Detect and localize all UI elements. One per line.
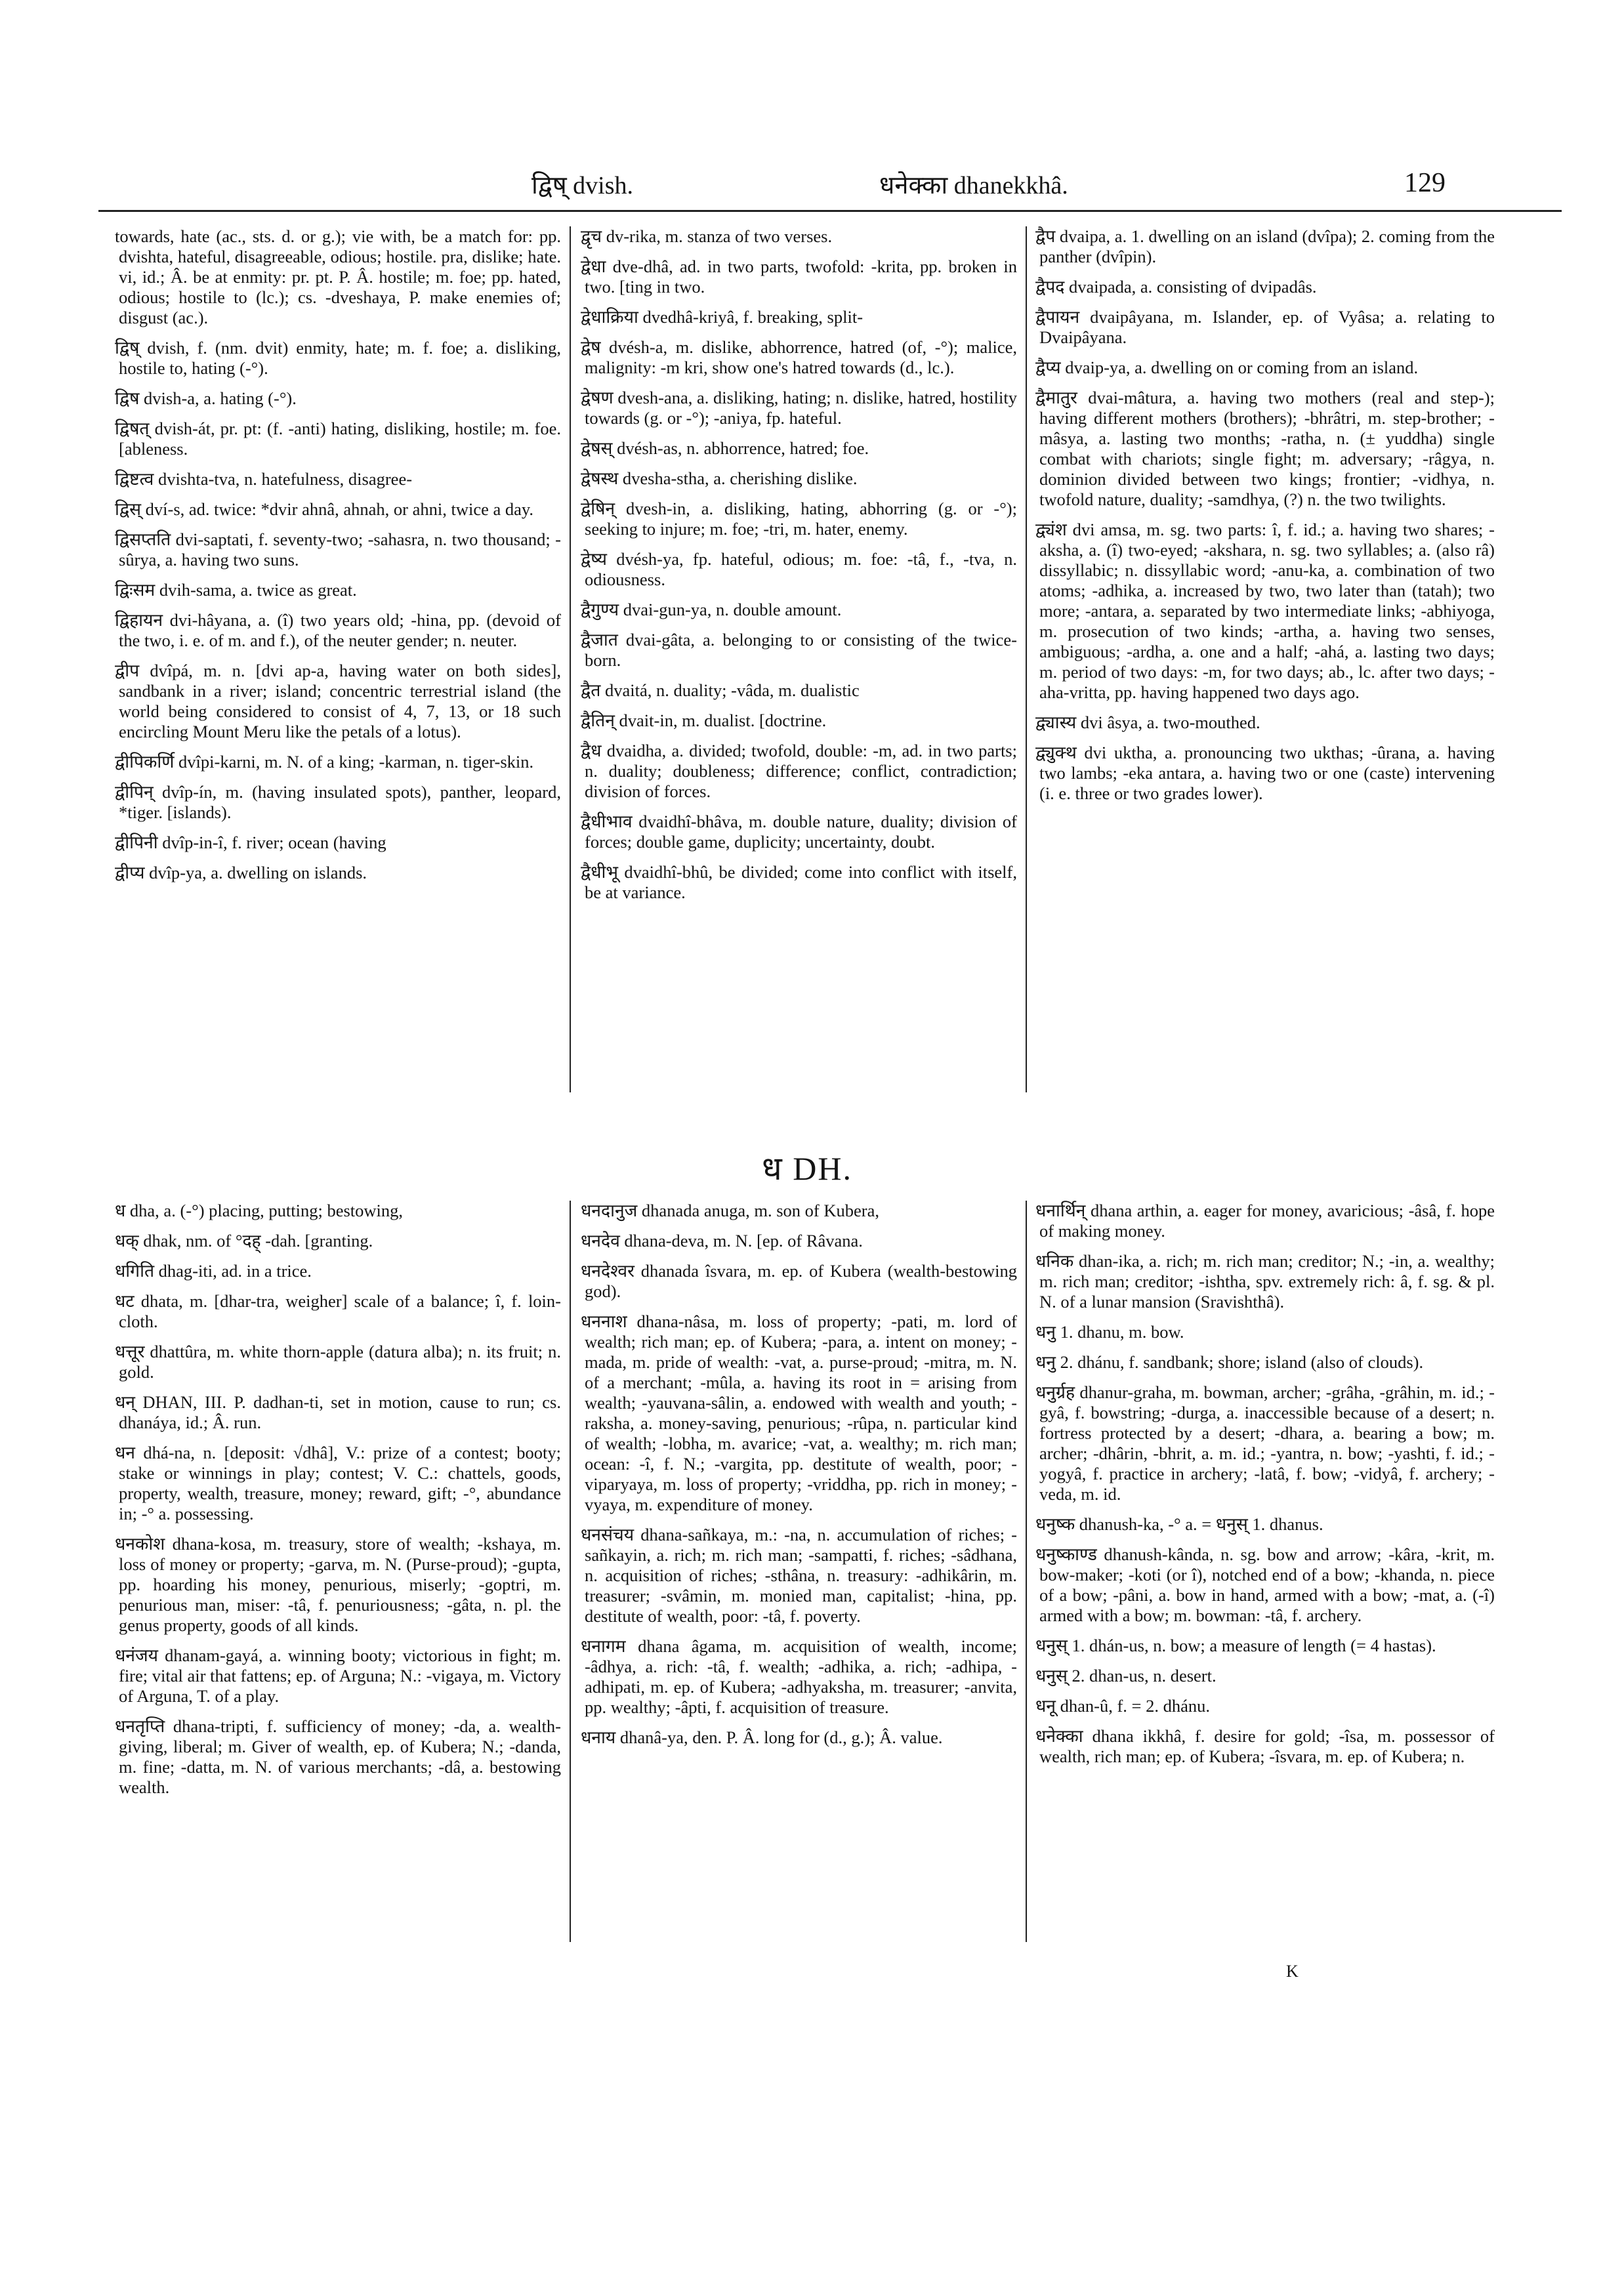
bottom-column-1 bbox=[115, 1201, 561, 1962]
column-divider bbox=[570, 1201, 571, 1942]
entry: द्व्यंश dvi amsa, m. sg. two parts: î, f. id.; a. having two shares; -aksha, a. (î) two-eyed; -akshara, n. sg. two syllables; a. (also râ) dissyllabic; n. dissyllabic word; -anu-ka, a. combination of two atoms; -adhika, a. increased by two, two later than (tatah); two more; -antara, a. separated by two intermediate links; -abhiyoga, m. prosecution of two kinds; -artha, a. having two senses, ambiguous; -ardha, a. one and a half; -ahá, a. lasting two days; m. period of two days: -m, for two days; ab., lc. after two days; -aha-vritta, pp. having happened two days ago. bbox=[1035, 520, 1495, 702]
entry: द्वैगुण्य dvai-gun-ya, n. double amount. bbox=[581, 600, 842, 619]
entry: द्विःसम dvih-sama, a. twice as great. bbox=[115, 580, 357, 600]
column-divider bbox=[570, 226, 571, 1092]
entry: द्वेधा dve-dhâ, ad. in two parts, twofold: -krita, pp. broken in two. [ting in two. bbox=[581, 257, 1017, 297]
entry: धत्तूर dhattûra, m. white thorn-apple (datura alba); n. its fruit; n. gold. bbox=[115, 1342, 561, 1382]
entry: धनदानुज dhanada anuga, m. son of Kubera, bbox=[581, 1201, 879, 1220]
entry: द्व्युक्थ dvi uktha, a. pronouncing two ukthas; -ûrana, a. having two lambs; -eka antara, a. having two or one (caste) intervening (i. e. three or two grades lower). bbox=[1035, 743, 1495, 803]
bottom-column-2 bbox=[581, 1201, 1017, 1962]
entry: धनतृप्ति dhana-tripti, f. sufficiency of money; -da, a. wealth-giving, liberal; m. Giver of wealth, ep. of Kubera; N.; -danda, m. fine; -datta, m. N. of various merchants; -dâ, a. bestowing wealth. bbox=[115, 1716, 561, 1797]
section-heading: ध DH. bbox=[762, 1150, 852, 1187]
entry: द्वैपायन dvaipâyana, m. Islander, ep. of Vyâsa; a. relating to Dvaipâyana. bbox=[1035, 307, 1495, 347]
entry: द्वैत dvaitá, n. duality; -vâda, m. dualistic bbox=[581, 680, 860, 700]
entry: द्विष्टत्व dvishta-tva, n. hatefulness, disagree- bbox=[115, 469, 413, 489]
entry: द्वैधीभू dvaidhî-bhû, be divided; come into conflict with itself, be at variance. bbox=[581, 862, 1017, 902]
entry: द्विष् dvish, f. (nm. dvit) enmity, hate; m. f. foe; a. disliking, hostile to, hating (-°). bbox=[115, 338, 561, 378]
entry: द्वैमातुर dvai-mâtura, a. having two mothers (real and step-); having different mothers (brothers); -bhrâtri, m. step-brother; -mâsya, a. lasting two months; -ratha, n. (± yuddha) single combat with chariots; single fight; m. adversary; -râgya, n. dominion divided between two kings; frontier; -vidhya, n. twofold nature, duality; -samdhya, (?) n. the two twilights. bbox=[1035, 388, 1495, 509]
entry: द्वैप dvaipa, a. 1. dwelling on an island (dvîpa); 2. coming from the panther (dvîpin). bbox=[1035, 226, 1495, 266]
entry: धननाश dhana-nâsa, m. loss of property; -pati, m. lord of wealth; rich man; ep. of Kubera; -para, a. intent on money; -mada, m. pride of wealth: -vat, a. purse-proud; -mitra, m. N. of a merchant; -mûla, a. having its root in = arising from wealth; -yauvana-sâlin, a. endowed with wealth and youth; -raksha, a. money-saving, penurious; -rûpa, n. particular kind of wealth; -lobha, m. avarice; -vat, a. wealthy; m. rich man; ocean: -î, f. N.; -vargita, pp. destitute of wealth, poor; -viparyaya, m. loss of property; -vriddha, pp. rich in money; -vyaya, m. expenditure of money. bbox=[581, 1312, 1017, 1514]
running-header bbox=[0, 167, 1624, 207]
entry: धन् DHAN, III. P. dadhan-ti, set in motion, cause to run; cs. dhanáya, id.; Â. run. bbox=[115, 1392, 561, 1432]
entry: द्व्यास्य dvi âsya, a. two-mouthed. bbox=[1035, 713, 1260, 732]
entry: द्विसप्तति dvi-saptati, f. seventy-two; -sahasra, n. two thousand; -sûrya, a. having two suns. bbox=[115, 529, 561, 569]
entry: द्विषत् dvish-át, pr. pt: (f. -anti) hating, disliking, hostile; m. foe. [ableness. bbox=[115, 419, 561, 459]
entry: द्वेष dvésh-a, m. dislike, abhorrence, hatred (of, -°); malice, malignity: -m kri, show one's hatred towards (d., lc.). bbox=[581, 337, 1017, 377]
top-column-1 bbox=[115, 226, 561, 1092]
entry: धनदेव dhana-deva, m. N. [ep. of Râvana. bbox=[581, 1231, 863, 1251]
column-divider bbox=[1026, 1201, 1027, 1942]
entry: द्वृच dv-rika, m. stanza of two verses. bbox=[581, 226, 833, 246]
entry: द्वैजात dvai-gâta, a. belonging to or consisting of the twice-born. bbox=[581, 630, 1017, 670]
entry: द्विस् dví-s, ad. twice: *dvir ahnâ, ahnah, or ahni, twice a day. bbox=[115, 499, 534, 519]
entry: द्वेष्य dvésh-ya, fp. hateful, odious; m. foe: -tâ, f., -tva, n. odiousness. bbox=[581, 549, 1017, 589]
entry: धनुस् 2. dhan-us, n. desert. bbox=[1035, 1666, 1217, 1685]
entry: द्वेषण dvesh-ana, a. disliking, hating; n. dislike, hatred, hostility towards (g. or -°); -aniya, fp. hateful. bbox=[581, 388, 1017, 428]
entry: धनेक्का dhana ikkhâ, f. desire for gold; -îsa, m. possessor of wealth, rich man; ep. of Kubera; -îsvara, m. ep. of Kubera; n. bbox=[1035, 1726, 1495, 1766]
entry: द्वेधाक्रिया dvedhâ-kriyâ, f. breaking, split- bbox=[581, 307, 864, 327]
entry: धक् dhak, nm. of °दह् -dah. [granting. bbox=[115, 1231, 373, 1251]
entry: धनुष्काण्ड dhanush-kânda, n. sg. bow and arrow; -kâra, -krit, m. bow-maker; -koti (or î), notched end of a bow; -khanda, n. piece of a bow; -pâni, a. bow in hand, armed with a bow; -mat, a. (-î) armed with a bow; m. bowman: -tâ, f. archery. bbox=[1035, 1544, 1495, 1625]
entry: धनागम dhana âgama, m. acquisition of wealth, income; -âdhya, a. rich: -tâ, f. wealth; -adhika, a. rich; -adhipa, -adhipati, m. ep. of Kubera; -adhyaksha, m. treasurer; -anvita, pp. wealthy; -âpti, f. acquisition of treasure. bbox=[581, 1636, 1017, 1717]
top-column-2 bbox=[581, 226, 1017, 1092]
entry: धनु 1. dhanu, m. bow. bbox=[1035, 1322, 1184, 1342]
entry: द्वैपद dvaipada, a. consisting of dvipadâs. bbox=[1035, 277, 1317, 297]
entry: द्वीपिकर्णि dvîpi-karni, m. N. of a king; -karman, n. tiger-skin. bbox=[115, 752, 534, 772]
entry: द्वैप्य dvaip-ya, a. dwelling on or coming from an island. bbox=[1035, 358, 1419, 377]
entry: धनुष्क dhanush-ka, -° a. = धनुस् 1. dhanus. bbox=[1035, 1514, 1323, 1534]
entry: द्वैध dvaidha, a. divided; twofold, double: -m, ad. in two parts; n. duality; doubleness; difference; conflict, contradiction; division of forces. bbox=[581, 741, 1017, 801]
entry: द्वैतिन् dvait-in, m. dualist. [doctrine. bbox=[581, 711, 827, 730]
entry: धन dhá-na, n. [deposit: √dhâ], V.: prize of a contest; booty; stake or winnings in play; contest; V. C.: chattels, goods, property, wealth, treasure, money; reward, gift; -°, abundance in; -° a. possessing. bbox=[115, 1443, 561, 1523]
entry: धनसंचय dhana-sañkaya, m.: -na, n. accumulation of riches; -sañkayin, a. rich; m. rich man; -sampatti, f. riches; -sâdhana, n. acquisition of riches; -sthâna, n. treasury: -adhikârin, m. treasurer; -svâmin, m. monied man, capitalist; -hina, pp. destitute of wealth, poor: -tâ, f. poverty. bbox=[581, 1525, 1017, 1626]
entry: द्विष dvish-a, a. hating (-°). bbox=[115, 388, 297, 408]
entry: धनंजय dhanam-gayá, a. winning booty; victorious in fight; m. fire; vital air that fattens; ep. of Arguna; N.: -vigaya, m. Victory of Arguna, T. of a play. bbox=[115, 1645, 561, 1706]
entry: द्वीपिन् dvîp-ín, m. (having insulated spots), panther, leopard, *tiger. [islands). bbox=[115, 782, 561, 822]
entry: धनार्थिन् dhana arthin, a. eager for money, avaricious; -âsâ, f. hope of making money. bbox=[1035, 1201, 1495, 1241]
entry: धनुर्ग्रह dhanur-graha, m. bowman, archer; -grâha, -grâhin, m. id.; -gyâ, f. bowstring; -durga, a. inaccessible because of a desert; n. fortress protected by a desert; -dhara, a. bearing a bow; m. archer; -dhârin, -bhrit, a. m. id.; -yantra, n. bow; -yashti, f. id.; -yogyâ, f. practice in archery; -latâ, f. bow; -vidyâ, f. archery; -veda, m. id. bbox=[1035, 1382, 1495, 1504]
entry: धनाय dhanâ-ya, den. P. Â. long for (d., g.); Â. value. bbox=[581, 1727, 943, 1747]
entry: धनुस् 1. dhán-us, n. bow; a measure of length (= 4 hastas). bbox=[1035, 1636, 1436, 1655]
entry: द्वीपिनी dvîp-in-î, f. river; ocean (having bbox=[115, 833, 386, 852]
header-rule bbox=[98, 210, 1562, 212]
entry: द्वेषस् dvésh-as, n. abhorrence, hatred; foe. bbox=[581, 438, 869, 458]
entry: द्विहायन dvi-hâyana, a. (î) two years old; -hina, pp. (devoid of the two, i. e. of m. and f.), of the neuter gender; n. neuter. bbox=[115, 610, 561, 650]
entry: धनिक dhan-ika, a. rich; m. rich man; creditor; N.; -in, a. wealthy; m. rich man; creditor; -ishtha, spv. extremely rich: â, f. sg. & pl. N. of a lunar mansion (Sravishthâ). bbox=[1035, 1251, 1495, 1312]
entry: ध dha, a. (-°) placing, putting; bestowing, bbox=[115, 1201, 404, 1220]
entry: धनू dhan-û, f. = 2. dhánu. bbox=[1035, 1696, 1210, 1716]
entry: धनु 2. dhánu, f. sandbank; shore; island (also of clouds). bbox=[1035, 1352, 1424, 1372]
top-column-3 bbox=[1035, 226, 1495, 1092]
column-divider bbox=[1026, 226, 1027, 1092]
entry: द्वेषिन् dvesh-in, a. disliking, hating, abhorring (g. or -°); seeking to injure; m. foe; -tri, m. hater, enemy. bbox=[581, 499, 1017, 539]
entry: द्वीप्य dvîp-ya, a. dwelling on islands. bbox=[115, 863, 367, 882]
signature-mark: K bbox=[1286, 1962, 1299, 1981]
header-left-guideword: द्विष् dvish. bbox=[531, 172, 634, 199]
entry: द्वैधीभाव dvaidhî-bhâva, m. double nature, duality; division of forces; double game, duplicity; uncertainty, doubt. bbox=[581, 812, 1017, 852]
entry: द्वेषस्थ dvesha-stha, a. cherishing dislike. bbox=[581, 468, 858, 488]
page-number: 129 bbox=[1404, 168, 1446, 198]
entry: धगिति dhag-iti, ad. in a trice. bbox=[115, 1261, 312, 1281]
entry: धनदेश्वर dhanada îsvara, m. ep. of Kubera (wealth-bestowing god). bbox=[581, 1261, 1017, 1301]
entry: धट dhata, m. [dhar-tra, weigher] scale of a balance; î, f. loin-cloth. bbox=[115, 1291, 561, 1331]
entry: धनकोश dhana-kosa, m. treasury, store of wealth; -kshaya, m. loss of money or property; -garva, m. N. (Purse-proud); -gupta, pp. hoarding his money, penurious, miserly; -goptri, m. penurious man, miser: -tâ, f. penuriousness; -gâta, n. pl. the genus property, goods of all kinds. bbox=[115, 1534, 561, 1635]
header-right-guideword: धनेक्का dhanekkhâ. bbox=[879, 172, 1068, 199]
bottom-column-3 bbox=[1035, 1201, 1495, 1962]
entry: towards, hate (ac., sts. d. or g.); vie with, be a match for: pp. dvishta, hateful, disagreeable, odious; hostile. pra, dislike; hate. vi, id.; Â. be at enmity: pr. pt. P. Â. hostile; m. foe; pp. hated, odious; hostile to (lc.); cs. -dveshaya, P. make enemies of; disgust (ac.). bbox=[115, 226, 561, 327]
entry: द्वीप dvîpá, m. n. [dvi ap-a, having water on both sides], sandbank in a river; island; concentric terrestrial island (the world being considered to consist of 4, 7, 13, or 18 such encircling Mount Meru like the petals of a lotus). bbox=[115, 661, 561, 741]
